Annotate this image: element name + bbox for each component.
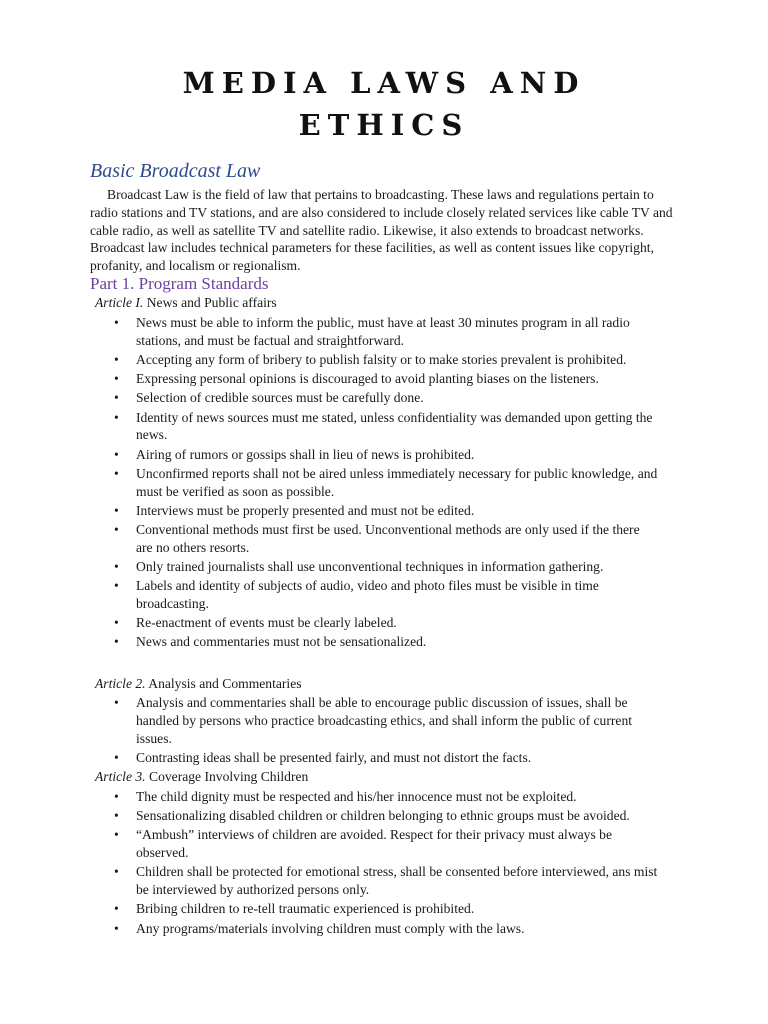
article-1-title: News and Public affairs [146,295,277,310]
article-2-list [113,694,658,768]
list-item: • Bribing children to re-tell traumatic experienced is prohibited. [113,900,658,918]
title-line-2: ETHICS [298,108,470,142]
list-item: • Contrasting ideas shall be presented fairly, and must not distort the facts. [113,749,658,767]
article-2-title: Analysis and Commentaries [148,676,302,691]
list-item: • “Ambush” interviews of children are avoided. Respect for their privacy must always be observed. [113,826,658,862]
list-item: • Accepting any form of bribery to publish falsity or to make stories prevalent is prohibited. [113,351,658,369]
article-1-list [113,314,658,652]
article-2-label: Article 2. [95,676,146,691]
article-3-list [113,788,658,939]
list-item: • Unconfirmed reports shall not be aired unless immediately necessary for public knowledge, and must be verified as soon as possible. [113,465,658,501]
list-item: • Re-enactment of events must be clearly labeled. [113,614,658,632]
list-item: • Analysis and commentaries shall be able to encourage public discussion of issues, shall be handled by persons who practice broadcasting ethics, and shall inform the public of current issues. [113,694,658,747]
article-3-heading [95,768,308,786]
list-item: • Children shall be protected for emotional stress, shall be consented before interviewed, ans mist be interviewed by authorized persons only. [113,863,658,899]
list-item: • Only trained journalists shall use unconventional techniques in information gathering. [113,558,658,576]
list-item: • Airing of rumors or gossips shall in lieu of news is prohibited. [113,446,658,464]
list-item: • Sensationalizing disabled children or children belonging to ethnic groups must be avoided. [113,807,658,825]
list-item: • The child dignity must be respected and his/her innocence must not be exploited. [113,788,658,806]
article-3-label: Article 3. [95,769,146,784]
list-item: • Conventional methods must first be used. Unconventional methods are only used if the there are no others resorts. [113,521,658,557]
part-heading: Part 1. Program Standards [90,274,269,293]
article-1-label: Article I. [95,295,144,310]
article-1-heading [95,294,277,312]
article-2-heading [95,675,302,693]
article-3-title: Coverage Involving Children [149,769,309,784]
section-heading: Basic Broadcast Law [90,160,261,182]
list-item: • Labels and identity of subjects of audio, video and photo files must be visible in time broadcasting. [113,577,658,613]
list-item: • Expressing personal opinions is discouraged to avoid planting biases on the listeners. [113,370,658,388]
intro-paragraph: Broadcast Law is the field of law that pertains to broadcasting. These laws and regulations pertain to radio stations and TV stations, and are also considered to include closely related services like cable TV and cable radio, as well as satellite TV and satellite radio. Likewise, it also extends to broadcast networks. Broadcast law includes technical parameters for these facilities, as well as content issues like copyright, profanity, and localism or regionalism. [90,187,673,274]
document-title [0,62,768,146]
title-line-1: MEDIA LAWS AND [182,66,586,100]
list-item: • News and commentaries must not be sensationalized. [113,633,658,651]
list-item: • News must be able to inform the public, must have at least 30 minutes program in all radio stations, and must be factual and straightforward. [113,314,658,350]
list-item: • Any programs/materials involving children must comply with the laws. [113,920,658,938]
list-item: • Interviews must be properly presented and must not be edited. [113,502,658,520]
list-item: • Identity of news sources must me stated, unless confidentiality was demanded upon getting the news. [113,409,658,445]
list-item: • Selection of credible sources must be carefully done. [113,389,658,407]
